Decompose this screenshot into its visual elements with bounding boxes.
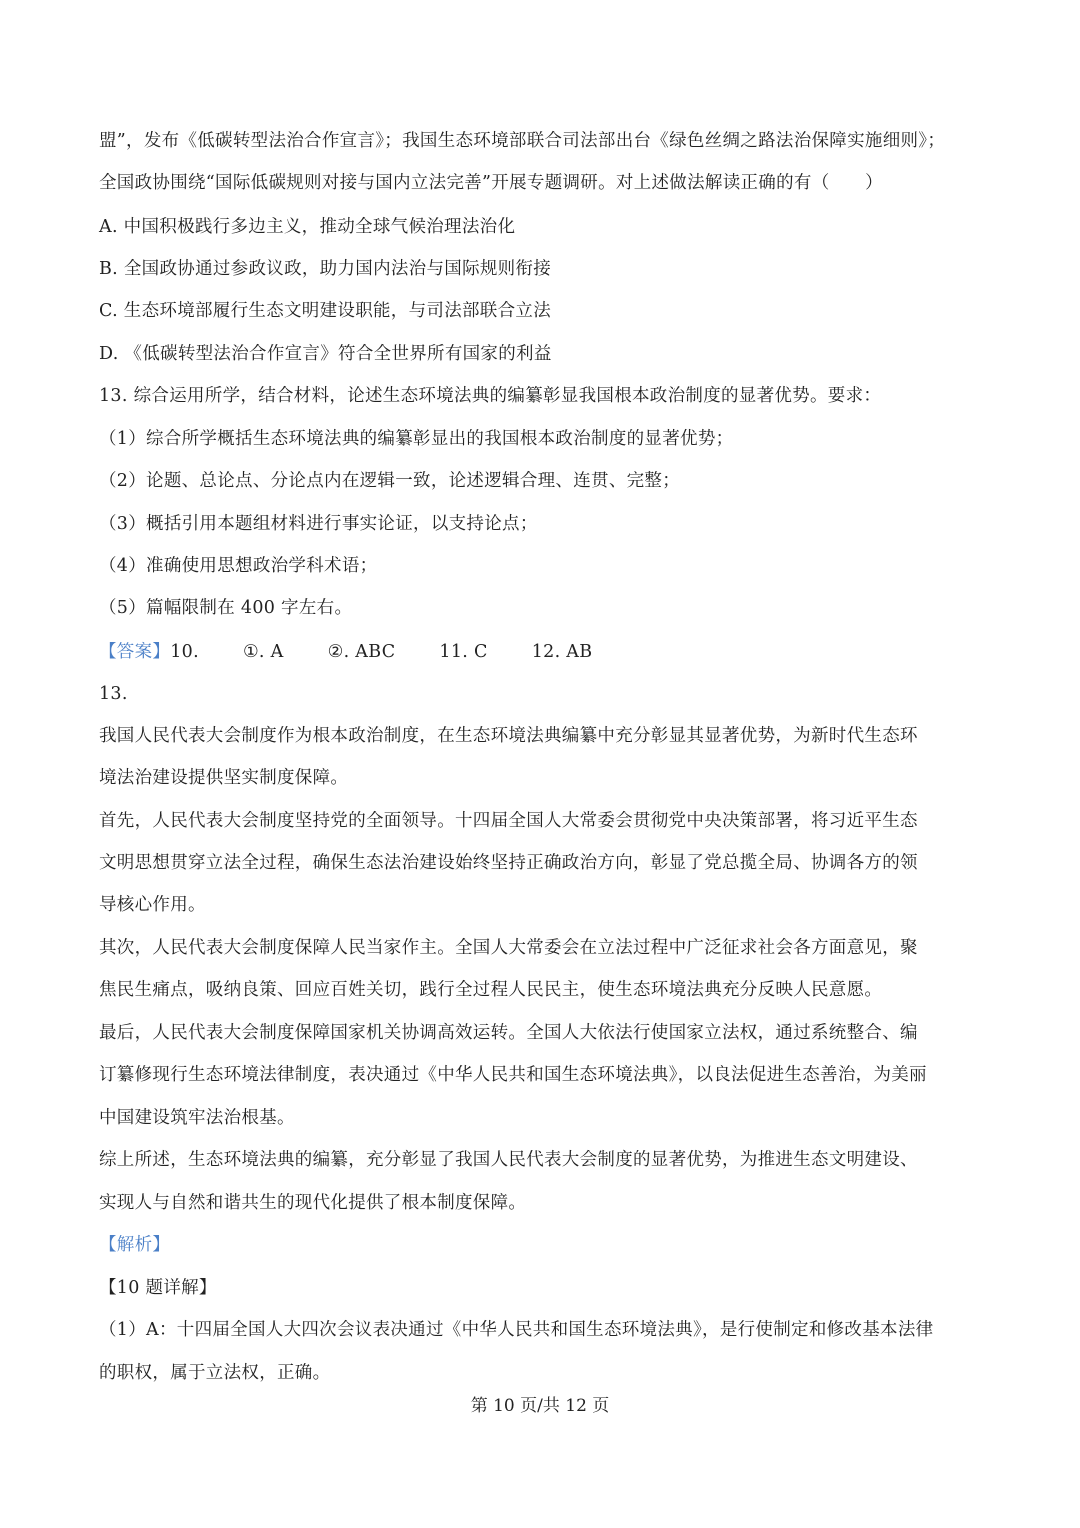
answer-line: 实现人与自然和谐共生的现代化提供了根本制度保障。 [99, 1193, 527, 1213]
answer-line: 焦民生痛点，吸纳良策、回应百姓关切，践行全过程人民民主，使生态环境法典充分反映人民意愿。 [99, 980, 883, 1000]
answer-line: 其次，人民代表大会制度保障人民当家作主。全国人大常委会在立法过程中广泛征求社会各方面意见，聚 [99, 938, 918, 958]
answer-line: 最后，人民代表大会制度保障国家机关协调高效运转。全国人大依法行使国家立法权，通过系统整合、编 [99, 1023, 918, 1043]
q13-requirement: （4）准确使用思想政治学科术语； [99, 556, 378, 576]
answer-q13-label: 13. [99, 684, 128, 704]
answer-summary-line [99, 640, 592, 664]
answer-item: ②. ABC [327, 642, 396, 662]
q12-option-a: A. 中国积极践行多边主义，推动全球气候治理法治化 [99, 217, 516, 237]
analysis-line: （1）A：十四届全国人大四次会议表决通过《中华人民共和国生态环境法典》，是行使制定和修改基本法律 [99, 1320, 934, 1340]
answer-line: 中国建设筑牢法治根基。 [99, 1108, 295, 1128]
q13-stem: 13. 综合运用所学，结合材料，论述生态环境法典的编纂彰显我国根本政治制度的显著优势。要求： [99, 386, 882, 406]
q12-stem-line: 全国政协围绕“国际低碳规则对接与国内立法完善”开展专题调研。对上述做法解读正确的有（ ） [99, 173, 883, 193]
analysis-label: 【解析】 [99, 1235, 171, 1255]
q13-requirement: （1）综合所学概括生态环境法典的编纂彰显出的我国根本政治制度的显著优势； [99, 429, 734, 449]
answer-item: ①. A [242, 642, 284, 662]
answer-label: 【答案】 [99, 642, 171, 662]
answer-line: 境法治建设提供坚实制度保障。 [99, 768, 349, 788]
q12-stem-line: 盟”，发布《低碳转型法治合作宣言》；我国生态环境部联合司法部出台《绿色丝绸之路法治保障实施细则》； [99, 131, 946, 151]
answer-line: 导核心作用。 [99, 895, 206, 915]
q13-requirement: （5）篇幅限制在 400 字左右。 [99, 598, 353, 618]
page-number-footer: 第 10 页/共 12 页 [470, 1396, 610, 1416]
answer-line: 首先，人民代表大会制度坚持党的全面领导。十四届全国人大常委会贯彻党中央决策部署，将习近平生态 [99, 811, 918, 831]
q13-requirement: （2）论题、总论点、分论点内在逻辑一致，论述逻辑合理、连贯、完整； [99, 471, 681, 491]
answer-item: 10. [170, 642, 199, 662]
q12-option-b: B. 全国政协通过参政议政，助力国内法治与国际规则衔接 [99, 259, 552, 279]
answer-line: 我国人民代表大会制度作为根本政治制度，在生态环境法典编纂中充分彰显其显著优势，为新时代生态环 [99, 726, 918, 746]
q12-option-d: D. 《低碳转型法治合作宣言》符合全世界所有国家的利益 [99, 344, 552, 364]
answer-line: 订纂修现行生态环境法律制度，表决通过《中华人民共和国生态环境法典》，以良法促进生态善治，为美丽 [99, 1065, 927, 1085]
q10-heading: 【10 题详解】 [99, 1278, 217, 1298]
answer-item: 12. AB [531, 642, 593, 662]
answer-line: 文明思想贯穿立法全过程，确保生态法治建设始终坚持正确政治方向，彰显了党总揽全局、协调各方的领 [99, 853, 918, 873]
q13-requirement: （3）概括引用本题组材料进行事实论证，以支持论点； [99, 514, 538, 534]
analysis-line: 的职权，属于立法权，正确。 [99, 1363, 331, 1383]
q12-option-c: C. 生态环境部履行生态文明建设职能，与司法部联合立法 [99, 301, 551, 321]
answer-item: 11. C [439, 642, 488, 662]
answer-line: 综上所述，生态环境法典的编纂，充分彰显了我国人民代表大会制度的显著优势，为推进生态文明建设、 [99, 1150, 918, 1170]
